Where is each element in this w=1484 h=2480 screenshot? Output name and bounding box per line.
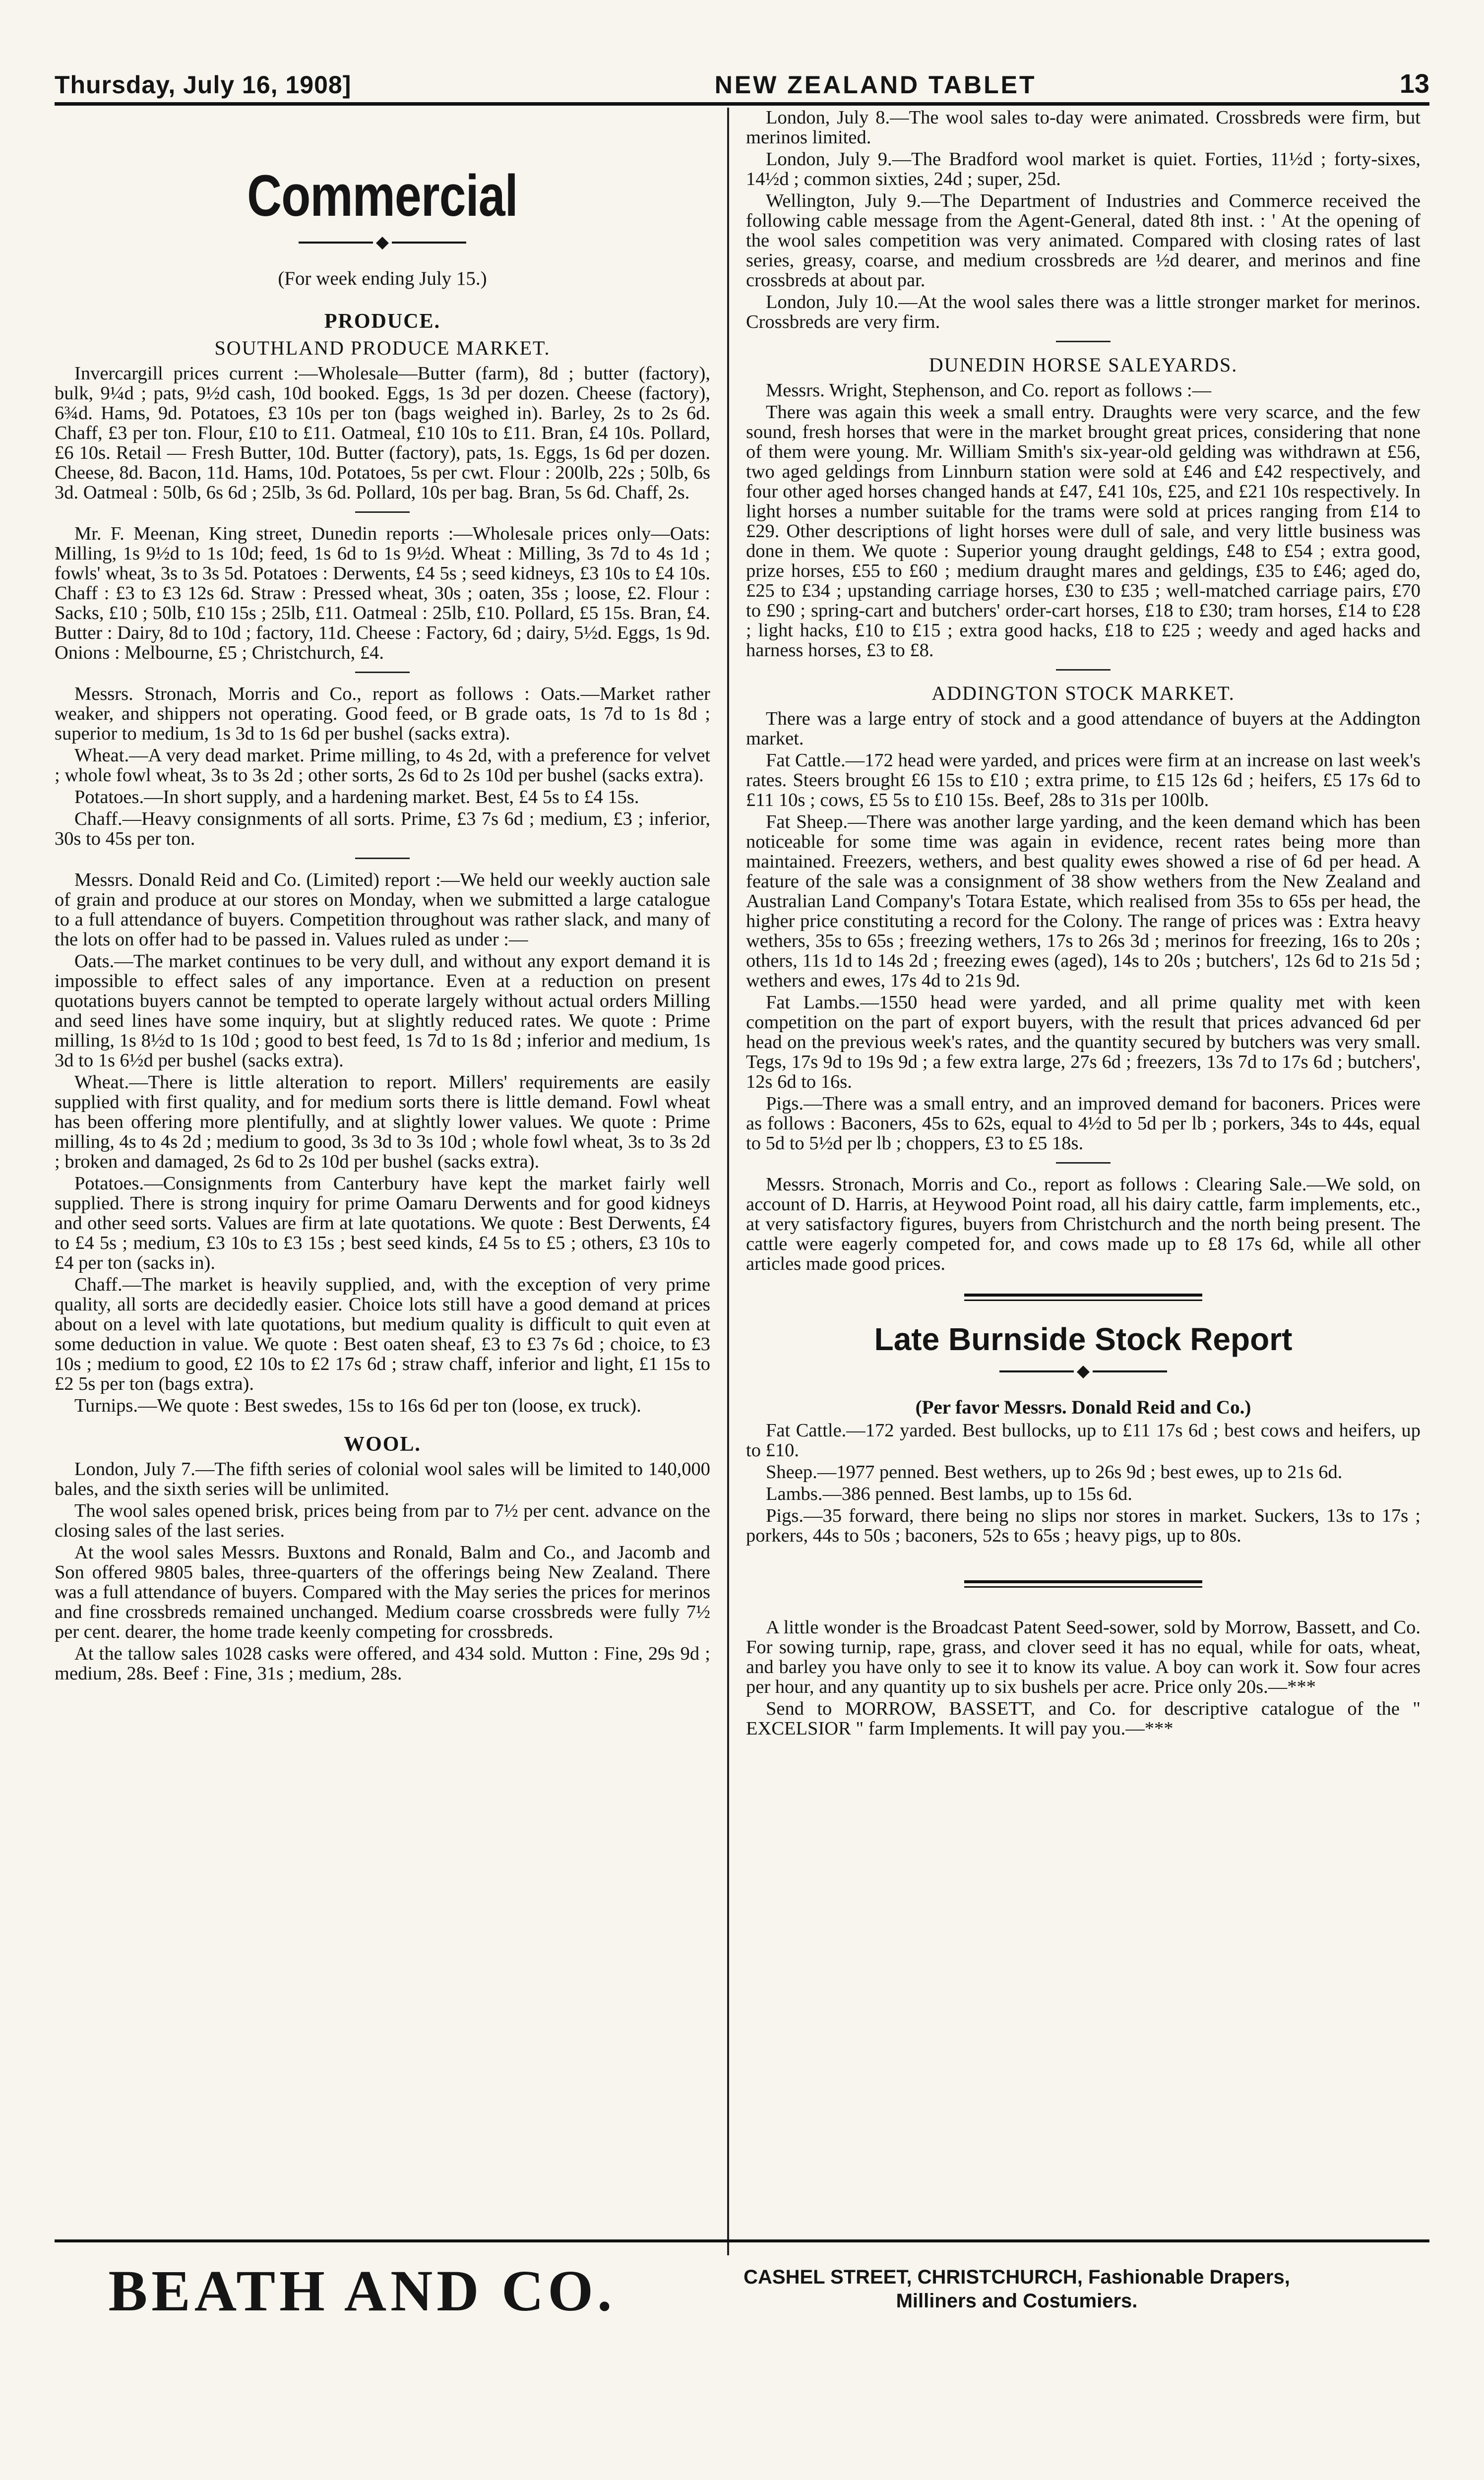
article-paragraph: At the wool sales Messrs. Buxtons and Ronald, Balm and Co., and Jacomb and Son offered 9805 bales, three-quarters of the offerings being New Zealand. There was a full attendance of buyers. Compared with the May series the prices for merinos and fine crossbreds remained unchanged. Medium coarse crossbreds were fully 7½ per cent. dearer, the home trade keenly competing for crossbreds.	[55, 1542, 710, 1643]
week-ending-note: (For week ending July 15.)	[278, 268, 487, 290]
article-paragraph: Messrs. Stronach, Morris and Co., report as follows : Oats.—Market rather weaker, and shippers not operating. Good feed, or B grade oats, 1s 7d to 1s 8d ; superior to medium, 1s 3d to 1s 6d per bushel (sacks extra).	[55, 683, 710, 744]
wool-heading: WOOL.	[344, 1433, 421, 1456]
divider	[355, 858, 410, 859]
article-paragraph: There was a large entry of stock and a good attendance of buyers at the Addington market.	[746, 708, 1421, 749]
article-paragraph: Fat Cattle.—172 yarded. Best bullocks, up to £11 17s 6d ; best cows and heifers, up to £10.	[746, 1420, 1421, 1461]
ornament-divider	[55, 232, 710, 252]
southland-heading: SOUTHLAND PRODUCE MARKET.	[214, 337, 551, 360]
divider	[355, 511, 410, 513]
horse-saleyards-heading: DUNEDIN HORSE SALEYARDS.	[928, 354, 1238, 376]
divider	[1056, 341, 1111, 342]
article-paragraph: Mr. F. Meenan, King street, Dunedin reports :—Wholesale prices only—Oats: Milling, 1s 9½d to 1s 10d; feed, 1s 6d to 1s 9½d. Wheat : Milling, 3s 7d to 4s 1d ; fowls' wheat, 3s to 3s 5d. Potatoes : Derwents, £4 5s ; seed kidneys, £3 10s to £4 10s. Chaff : £3 to £3 12s 6d. Straw : Pressed wheat, 30s ; oaten, 35s ; loose, £2. Flour : Sacks, £10 ; 50lb, £10 15s ; 25lb, £11. Oatmeal : 25lb, £10. Pollard, £5 15s. Bran, £4. Butter : Dairy, 8d to 10d ; factory, 11d. Cheese : Factory, 6d ; dairy, 5½d. Eggs, 1s 9d. Onions : Melbourne, £5 ; Christchurch, £4.	[55, 523, 710, 664]
columns	[55, 108, 1429, 2255]
left-column	[55, 108, 729, 2255]
article-paragraph: London, July 8.—The wool sales to-day were animated. Crossbreds were firm, but merinos limited.	[746, 108, 1421, 148]
article-paragraph: Messrs. Wright, Stephenson, and Co. report as follows :—	[766, 380, 1212, 401]
page-header	[55, 60, 1429, 106]
address-line-2: Milliners and Costumiers.	[896, 2290, 1138, 2312]
article-paragraph: London, July 9.—The Bradford wool market is quiet. Forties, 11½d ; forty-sixes, 14½d ; common sixties, 24d ; super, 25d.	[746, 149, 1421, 189]
article-paragraph: Messrs. Stronach, Morris and Co., report as follows : Clearing Sale.—We sold, on account of D. Harris, at Heywood Point road, all his dairy cattle, farm implements, etc., at very satisfactory figures, buyers from Christchurch and the north being present. The cattle were eagerly competed for, and cows made up to £8 17s 6d, while all other articles made good prices.	[746, 1174, 1421, 1274]
report-credit: (Per favor Messrs. Donald Reid and Co.)	[915, 1397, 1251, 1419]
article-paragraph: Fat Sheep.—There was another large yarding, and the keen demand which has been noticeable for some time was again in evidence, recent rates being more than maintained. Freezers, wethers, and best quality ewes showed a rise of 6d per head. A feature of the sale was a consignment of 38 show wethers from the New Zealand and Australian Land Company's Totara Estate, which realised from 35s to 65s per head, the higher price constituting a record for the Colony. The range of prices was : Extra heavy wethers, 35s to 65s ; freezing wethers, 17s to 26s 3d ; merinos for freezing, 16s to 20s ; others, 11s 1d to 14s 2d ; freezing ewes (aged), 14s to 20s ; butchers', 12s 6d to 21s 5d ; wethers and ewes, 17s 4d to 21s 9d.	[746, 811, 1421, 991]
article-paragraph: Potatoes.—Consignments from Canterbury have kept the market fairly well supplied. There is strong inquiry for prime Oamaru Derwents and for good kidneys and other seed sorts. Values are firm at late quotations. We quote : Best Derwents, £4 to £4 5s ; medium, £3 10s to £3 15s ; best seed kinds, £4 5s to £5 ; others, £3 10s to £4 per ton (sacks in).	[55, 1173, 710, 1274]
article-paragraph: London, July 7.—The fifth series of colonial wool sales will be limited to 140,000 bales, and the sixth series will be unlimited.	[55, 1459, 710, 1500]
article-paragraph: Turnips.—We quote : Best swedes, 15s to 16s 6d per ton (loose, ex truck).	[74, 1395, 641, 1417]
advertisement-paragraph: Send to MORROW, BASSETT, and Co. for descriptive catalogue of the " EXCELSIOR " farm Implements. It will pay you.—***	[746, 1698, 1421, 1739]
article-paragraph: Chaff.—Heavy consignments of all sorts. Prime, £3 7s 6d ; medium, £3 ; inferior, 30s to 45s per ton.	[55, 808, 710, 850]
address-line-1: CASHEL STREET, CHRISTCHURCH, Fashionable Drapers,	[743, 2266, 1290, 2288]
ornament-divider	[746, 1361, 1421, 1381]
article-paragraph: Wellington, July 9.—The Department of Industries and Commerce received the following cable message from the Agent-General, dated 8th inst. : ' At the opening of the wool sales competition was very animated. Compared with closing rates of last series, greasy, coarse, and medium crossbreds are ½d dearer, and merinos and fine crossbreds at about par.	[746, 190, 1421, 291]
addington-heading: ADDINGTON STOCK MARKET.	[931, 682, 1235, 704]
advertisement-paragraph: A little wonder is the Broadcast Patent Seed-sower, sold by Morrow, Bassett, and Co. For sowing turnip, rape, grass, and clover seed it has no equal, while for oats, wheat, and barley you have only to see it to know its value. A boy can work it. Sow four acres per hour, and any quantity up to six bushels per acre. Price only 20s.—***	[746, 1617, 1421, 1698]
article-paragraph: Chaff.—The market is heavily supplied, and, with the exception of very prime quality, all sorts are decidedly easier. Choice lots still have a good demand at prices about on a level with late quotations, but medium quality is difficult to quit even at some deduction in value. We quote : Best oaten sheaf, £3 to £3 7s 6d ; choice, to £3 10s ; medium to good, £2 10s to £2 17s 6d ; straw chaff, inferior and light, £1 15s to £2 5s per ton (bags extra).	[55, 1274, 710, 1395]
page-number: 13	[1399, 69, 1429, 99]
article-paragraph: London, July 10.—At the wool sales there was a little stronger market for merinos. Crossbreds are very firm.	[746, 292, 1421, 332]
advertiser-name: BEATH AND CO.	[108, 2258, 616, 2323]
advertiser-address	[670, 2242, 1364, 2313]
article-paragraph: Lambs.—386 penned. Best lambs, up to 15s 6d.	[766, 1484, 1132, 1505]
article-paragraph: The wool sales opened brisk, prices being from par to 7½ per cent. advance on the closing sales of the last series.	[55, 1500, 710, 1542]
article-paragraph: Wheat.—There is little alteration to report. Millers' requirements are easily supplied with first quality, and for medium sorts there is little demand. Fowl wheat has been offering more plentifully, and at slightly lower values. We quote : Prime milling, 4s to 4s 2d ; medium to good, 3s 3d to 3s 10d ; whole fowl wheat, 3s to 3s 2d ; broken and damaged, 2s 6d to 2s 10d per bushel (sacks extra).	[55, 1072, 710, 1173]
newspaper-name: NEW ZEALAND TABLET	[714, 71, 1037, 99]
article-paragraph: Potatoes.—In short supply, and a hardening market. Best, £4 5s to £4 15s.	[74, 787, 639, 808]
footer-advertisement	[55, 2239, 1429, 2327]
produce-heading: PRODUCE.	[324, 310, 441, 333]
article-paragraph: There was again this week a small entry. Draughts were very scarce, and the few sound, fresh horses that were in the market brought great prices, considering that none of them were young. Mr. William Smith's six-year-old gelding was withdrawn at £56, two aged geldings from Linnburn station were sold at £46 and £42 respectively, and four other aged horses changed hands at £47, £41 10s, £25, and £21 10s respectively. In light horses a number suitable for the trams were sold at prices ranging from £14 to £29. Other descriptions of light horses were dull of sale, and very little business was done in them. We quote : Superior young draught geldings, £48 to £54 ; extra good, prize horses, £55 to £60 ; medium draught mares and geldings, £35 to £46; aged do, £25 to £34 ; upstanding carriage horses, £30 to £35 ; well-matched carriage pairs, £70 to £90 ; spring-cart and butchers' order-cart horses, £18 to £30; tram horses, £14 to £28 ; light hacks, £10 to £15 ; extra good hacks, £18 to £25 ; weedy and aged hacks and harness horses, £3 to £8.	[746, 402, 1421, 661]
burnside-report-heading: Late Burnside Stock Report	[874, 1321, 1293, 1357]
issue-date: Thursday, July 16, 1908]	[55, 71, 352, 99]
article-paragraph: Fat Lambs.—1550 head were yarded, and all prime quality met with keen competition on the part of export buyers, with the result that prices advanced 6d per head on the previous week's rates, and the quantity secured by butchers was very small. Tegs, 17s 9d to 19s 9d ; a few extra large, 27s 6d ; freezers, 13s 7d to 17s 6d ; butchers', 12s 6d to 16s.	[746, 992, 1421, 1092]
article-paragraph: Oats.—The market continues to be very dull, and without any export demand it is impossible to effect sales of any importance. Even at a reduction on present quotations buyers cannot be tempted to operate largely without actual orders Milling and seed lines have some inquiry, but at slightly reduced rates. We quote : Prime milling, 1s 8½d to 1s 10d ; good to best feed, 1s 7d to 1s 8d ; inferior and medium, 1s 3d to 1s 6½d per bushel (sacks extra).	[55, 951, 710, 1071]
article-paragraph: Messrs. Donald Reid and Co. (Limited) report :—We held our weekly auction sale of grain and produce at our stores on Monday, when we submitted a large catalogue to a full attendance of buyers. Competition throughout was rather slack, and many of the lots on offer had to be passed in. Values ruled as under :—	[55, 869, 710, 950]
divider	[1056, 1162, 1111, 1164]
article-paragraph: Fat Cattle.—172 head were yarded, and prices were firm at an increase on last week's rates. Steers brought £6 15s to £10 ; extra prime, to £15 12s 6d ; heifers, £5 17s 6d to £11 10s ; cows, £5 5s to £10 15s. Beef, 28s to 31s per 100lb.	[746, 750, 1421, 810]
article-paragraph: At the tallow sales 1028 casks were offered, and 434 sold. Mutton : Fine, 29s 9d ; medium, 28s. Beef : Fine, 31s ; medium, 28s.	[55, 1643, 710, 1684]
article-paragraph: Invercargill prices current :—Wholesale—Butter (farm), 8d ; butter (factory), bulk, 9¼d ; pats, 9½d cash, 10d booked. Eggs, 1s 3d per dozen. Cheese (factory), 6¾d. Hams, 9d. Potatoes, £3 10s per ton (bags weighed in). Barley, 2s to 2s 6d. Chaff, £3 per ton. Flour, £10 to £11. Oatmeal, £10 10s to £11. Bran, £4 10s. Pollard, £6 10s. Retail — Fresh Butter, 10d. Butter (factory), pats, 1s. Eggs, 1s 6d per dozen. Cheese, 8d. Bacon, 11d. Hams, 10d. Potatoes, 5s per cwt. Flour : 200lb, 22s ; 50lb, 6s 3d. Oatmeal : 50lb, 6s 6d ; 25lb, 3s 6d. Pollard, 10s per bag. Bran, 5s 6d. Chaff, 2s.	[55, 363, 710, 503]
article-paragraph: Sheep.—1977 penned. Best wethers, up to 26s 9d ; best ewes, up to 21s 6d.	[766, 1462, 1343, 1483]
thick-divider	[964, 1294, 1202, 1297]
divider	[1056, 669, 1111, 671]
diamond-icon: ◆	[375, 233, 389, 252]
thin-divider	[964, 1300, 1202, 1301]
right-column	[746, 108, 1421, 2255]
article-paragraph: Pigs.—35 forward, there being no slips nor stores in market. Suckers, 13s to 17s ; porkers, 44s to 50s ; baconers, 52s to 65s ; heavy pigs, up to 80s.	[746, 1505, 1421, 1547]
thick-divider	[964, 1580, 1202, 1583]
diamond-icon: ◆	[1076, 1362, 1090, 1381]
article-paragraph: Pigs.—There was a small entry, and an improved demand for baconers. Prices were as follows : Baconers, 45s to 62s, equal to 4½d to 5d per lb ; porkers, 34s to 44s, equal to 5d to 5½d per lb ; choppers, £3 to £5 18s.	[746, 1093, 1421, 1154]
divider	[355, 672, 410, 673]
thin-divider	[964, 1586, 1202, 1588]
section-masthead: Commercial	[247, 163, 518, 229]
article-paragraph: Wheat.—A very dead market. Prime milling, to 4s 2d, with a preference for velvet ; whole fowl wheat, 3s to 3s 2d ; other sorts, 2s 6d to 2s 10d per bushel (sacks extra).	[55, 745, 710, 786]
